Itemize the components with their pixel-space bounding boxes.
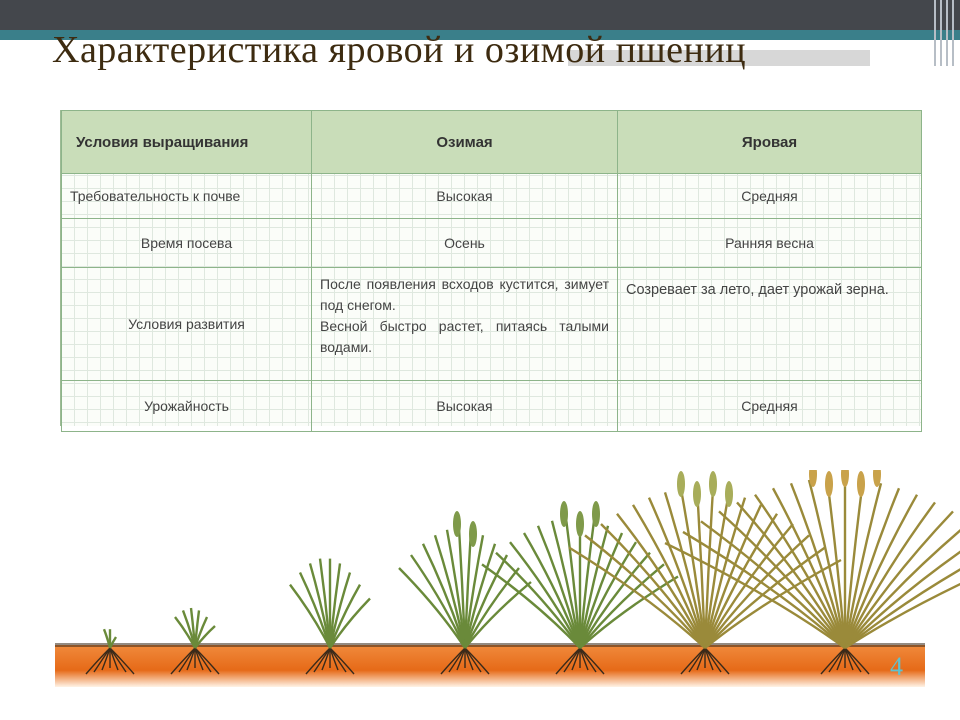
table-header-row [62, 111, 922, 174]
header-cell: Условия выращивания [62, 111, 312, 174]
table-cell: Созревает за лето, дает урожай зерна. [618, 268, 922, 381]
page-number: 4 [890, 652, 903, 681]
table-cell: Ранняя весна [618, 219, 922, 268]
table-cell: Урожайность [62, 381, 312, 432]
table-cell: Осень [312, 219, 618, 268]
wheat-growth-illustration [0, 470, 960, 720]
table-row [62, 381, 922, 432]
comparison-table [60, 110, 921, 426]
corner-decoration [920, 0, 960, 66]
table-cell: Время посева [62, 219, 312, 268]
header-cell: Озимая [312, 111, 618, 174]
header-cell: Яровая [618, 111, 922, 174]
top-bar [0, 0, 960, 30]
table-cell: Условия развития [62, 268, 312, 381]
table-row [62, 219, 922, 268]
table-cell: Средняя [618, 174, 922, 219]
table-row [62, 174, 922, 219]
table-cell: Требовательность к почве [62, 174, 312, 219]
soil [55, 645, 925, 687]
table-cell: После появления всходов кустится, зимует под снегом. Весной быстро растет, питаясь талыми водами. [312, 268, 618, 381]
slide-title: Характеристика яровой и озимой пшениц [52, 29, 747, 71]
table-cell: Высокая [312, 381, 618, 432]
table-cell: Высокая [312, 174, 618, 219]
table-row [62, 268, 922, 381]
table-cell: Средняя [618, 381, 922, 432]
